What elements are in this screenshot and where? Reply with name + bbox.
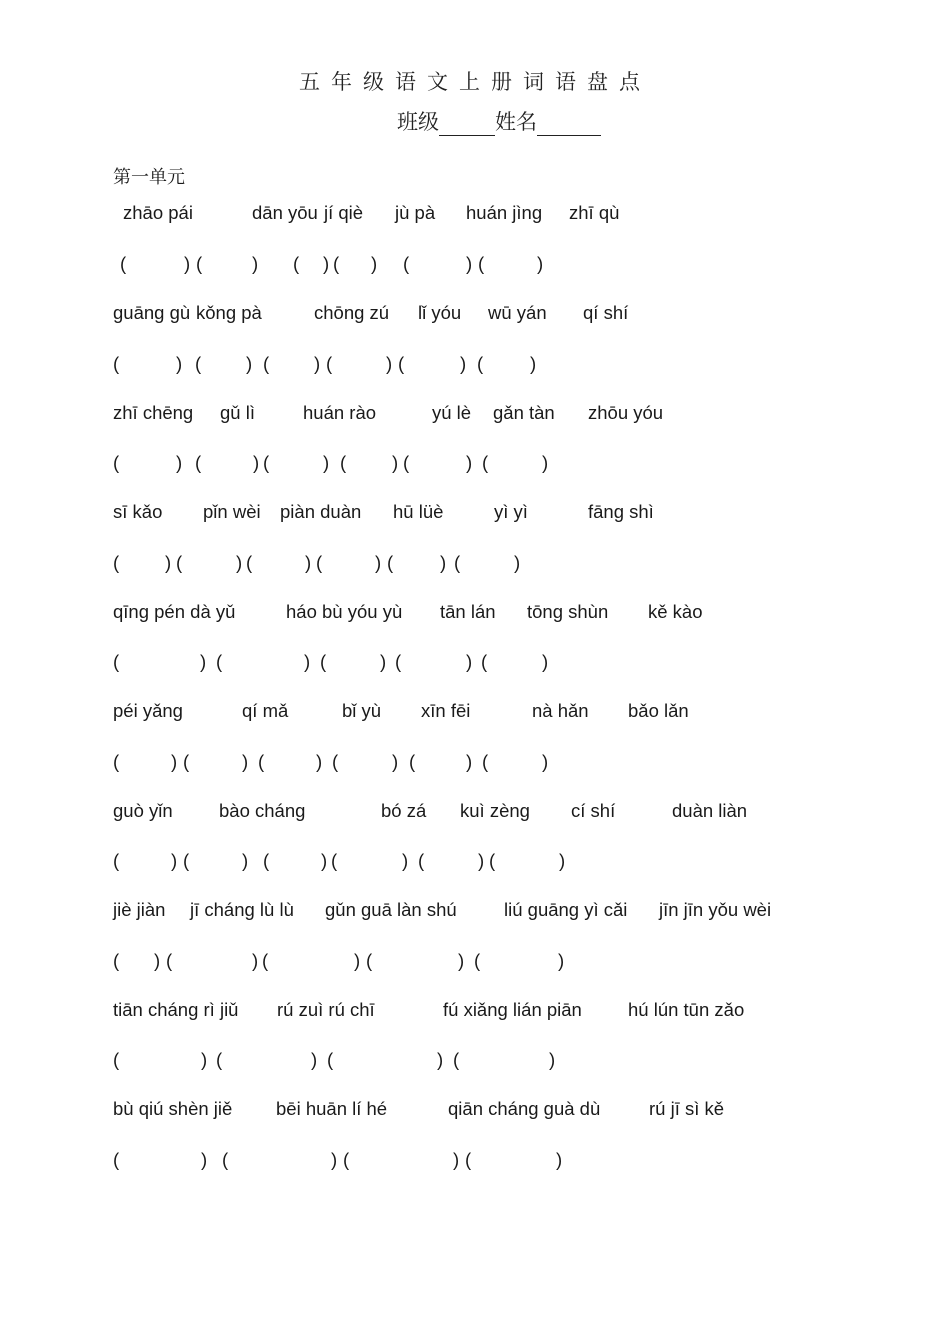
open-paren: ( [195,452,202,473]
answer-blank[interactable] [453,1049,557,1073]
open-paren: ( [333,253,340,274]
close-paren: ) [371,253,378,274]
close-paren: ) [242,751,249,772]
answer-blank[interactable] [316,552,383,576]
close-paren: ) [514,552,521,573]
answer-blank[interactable] [258,751,324,775]
pinyin-word: péi yǎng [113,700,183,721]
close-paren: ) [537,253,544,274]
answer-blank[interactable] [320,651,388,675]
answer-blank[interactable] [113,751,179,775]
pinyin-word: rú jī sì kě [649,1098,725,1119]
close-paren: ) [184,253,191,274]
close-paren: ) [252,253,259,274]
close-paren: ) [392,452,399,473]
open-paren: ( [465,1149,472,1170]
pinyin-word: jù pà [395,202,436,223]
open-paren: ( [366,950,373,971]
pinyin-row [0,302,950,326]
answer-blank[interactable] [366,950,466,974]
pinyin-word: bó zá [381,800,427,821]
pinyin-word: guò yǐn [113,800,173,821]
pinyin-row [0,800,950,824]
answer-blank[interactable] [216,651,312,675]
pinyin-word: qí shí [583,302,629,323]
answer-blank[interactable] [387,552,448,576]
answer-blank[interactable] [113,1049,209,1073]
open-paren: ( [474,950,481,971]
open-paren: ( [398,353,405,374]
answer-blank[interactable] [246,552,313,576]
close-paren: ) [478,850,485,871]
page-title: 五年级语文上册词语盘点 [299,70,651,94]
pinyin-word: tiān cháng rì jiǔ [113,999,239,1020]
pinyin-word: dān yōu [252,202,318,223]
close-paren: ) [252,950,259,971]
open-paren: ( [293,253,300,274]
answer-row [0,1049,950,1073]
answer-blank[interactable] [482,751,550,775]
answer-blank[interactable] [481,651,550,675]
open-paren: ( [489,850,496,871]
pinyin-word: pǐn wèi [203,501,261,522]
class-blank[interactable] [439,113,495,136]
answer-blank[interactable] [120,253,192,277]
close-paren: ) [201,1149,208,1170]
answer-blank[interactable] [176,552,244,576]
close-paren: ) [466,651,473,672]
pinyin-word: cí shí [571,800,616,821]
name-blank[interactable] [537,113,601,136]
open-paren: ( [316,552,323,573]
pinyin-word: kuì zèng [460,800,530,821]
open-paren: ( [176,552,183,573]
close-paren: ) [311,1049,318,1070]
pinyin-word: gǔ lì [220,402,255,423]
answer-blank[interactable] [395,651,474,675]
pinyin-row [0,899,950,923]
answer-blank[interactable] [418,850,486,874]
close-paren: ) [440,552,447,573]
close-paren: ) [354,950,361,971]
pinyin-word: chōng zú [314,302,390,323]
answer-blank[interactable] [331,850,410,874]
open-paren: ( [340,452,347,473]
close-paren: ) [386,353,393,374]
answer-blank[interactable] [113,950,162,974]
open-paren: ( [478,253,485,274]
class-label: 班级 [397,110,439,134]
close-paren: ) [321,850,328,871]
pinyin-word: hū lüè [393,501,444,522]
open-paren: ( [482,751,489,772]
answer-blank[interactable] [340,452,400,476]
answer-blank[interactable] [489,850,567,874]
close-paren: ) [253,452,260,473]
pinyin-word: tān lán [440,601,496,622]
answer-blank[interactable] [113,850,179,874]
pinyin-word: jiè jiàn [113,899,166,920]
open-paren: ( [320,651,327,672]
answer-row [0,253,950,277]
close-paren: ) [437,1049,444,1070]
answer-row [0,452,950,476]
pinyin-row [0,700,950,724]
close-paren: ) [556,1149,563,1170]
close-paren: ) [542,751,549,772]
open-paren: ( [195,353,202,374]
close-paren: ) [466,452,473,473]
open-paren: ( [395,651,402,672]
open-paren: ( [481,651,488,672]
answer-blank[interactable] [195,353,254,377]
open-paren: ( [326,353,333,374]
answer-blank[interactable] [327,1049,445,1073]
open-paren: ( [113,751,120,772]
pinyin-word: xīn fēi [421,700,471,721]
open-paren: ( [343,1149,350,1170]
pinyin-word: rú zuì rú chī [277,999,375,1020]
close-paren: ) [542,651,549,672]
close-paren: ) [466,751,473,772]
open-paren: ( [477,353,484,374]
close-paren: ) [154,950,161,971]
answer-blank[interactable] [293,253,331,277]
close-paren: ) [176,452,183,473]
answer-blank[interactable] [263,353,322,377]
answer-blank[interactable] [326,353,394,377]
answer-blank[interactable] [477,353,538,377]
answer-row [0,1149,950,1173]
pinyin-row [0,202,950,226]
pinyin-word: guāng gù [113,302,191,323]
open-paren: ( [113,850,120,871]
close-paren: ) [392,751,399,772]
answer-blank[interactable] [222,1149,339,1173]
answer-blank[interactable] [113,1149,209,1173]
pinyin-word: lǐ yóu [418,302,462,323]
close-paren: ) [380,651,387,672]
open-paren: ( [403,452,410,473]
answer-blank[interactable] [263,850,329,874]
answer-blank[interactable] [263,452,331,476]
answer-blank[interactable] [482,452,550,476]
answer-blank[interactable] [183,850,250,874]
close-paren: ) [171,751,178,772]
answer-blank[interactable] [262,950,362,974]
open-paren: ( [222,1149,229,1170]
pinyin-row [0,999,950,1023]
answer-blank[interactable] [343,1149,461,1173]
pinyin-word: gǔn guā làn shú [325,899,457,920]
open-paren: ( [113,651,120,672]
pinyin-word: bēi huān lí hé [276,1098,388,1119]
open-paren: ( [120,253,127,274]
pinyin-row [0,501,950,525]
open-paren: ( [113,1049,120,1070]
open-paren: ( [387,552,394,573]
open-paren: ( [262,950,269,971]
answer-blank[interactable] [196,253,260,277]
open-paren: ( [216,1049,223,1070]
open-paren: ( [113,1149,120,1170]
close-paren: ) [453,1149,460,1170]
name-label: 姓名 [495,110,537,134]
pinyin-word: gǎn tàn [493,402,555,423]
answer-blank[interactable] [398,353,468,377]
pinyin-word: kě kào [648,601,703,622]
pinyin-word: fú xiǎng lián piān [443,999,582,1020]
open-paren: ( [263,452,270,473]
pinyin-word: zhī chēng [113,402,194,423]
close-paren: ) [171,850,178,871]
answer-blank[interactable] [113,552,173,576]
close-paren: ) [236,552,243,573]
close-paren: ) [176,353,183,374]
pinyin-word: jí qiè [324,202,364,223]
pinyin-word: qí mǎ [242,700,289,721]
pinyin-word: yú lè [432,402,472,423]
answer-blank[interactable] [474,950,566,974]
open-paren: ( [418,850,425,871]
open-paren: ( [454,552,461,573]
pinyin-word: bù qiú shèn jiě [113,1098,233,1119]
pinyin-word: liú guāng yì cǎi [504,899,628,920]
pinyin-word: háo bù yóu yù [286,601,403,622]
answer-blank[interactable] [403,253,474,277]
open-paren: ( [113,452,120,473]
answer-blank[interactable] [113,353,184,377]
answer-blank[interactable] [403,452,474,476]
open-paren: ( [258,751,265,772]
pinyin-word: fāng shì [588,501,654,522]
open-paren: ( [331,850,338,871]
open-paren: ( [113,552,120,573]
answer-blank[interactable] [195,452,261,476]
unit-heading: 第一单元 [113,167,185,187]
open-paren: ( [113,950,120,971]
answer-blank[interactable] [409,751,474,775]
pinyin-row [0,1098,950,1122]
pinyin-word: piàn duàn [280,501,362,522]
answer-blank[interactable] [216,1049,319,1073]
answer-blank[interactable] [332,751,400,775]
close-paren: ) [466,253,473,274]
open-paren: ( [216,651,223,672]
answer-blank[interactable] [113,651,208,675]
pinyin-word: zhāo pái [123,202,193,223]
close-paren: ) [549,1049,556,1070]
open-paren: ( [263,353,270,374]
class-name-line [397,106,601,136]
close-paren: ) [246,353,253,374]
open-paren: ( [403,253,410,274]
answer-row [0,552,950,576]
open-paren: ( [196,253,203,274]
open-paren: ( [263,850,270,871]
answer-row [0,950,950,974]
close-paren: ) [323,452,330,473]
close-paren: ) [165,552,172,573]
pinyin-word: kǒng pà [196,302,262,323]
open-paren: ( [409,751,416,772]
pinyin-word: tōng shùn [527,601,609,622]
close-paren: ) [458,950,465,971]
close-paren: ) [375,552,382,573]
close-paren: ) [314,353,321,374]
answer-row [0,850,950,874]
close-paren: ) [201,1049,208,1070]
close-paren: ) [305,552,312,573]
pinyin-word: huán rào [303,402,377,423]
answer-row [0,751,950,775]
close-paren: ) [316,751,323,772]
open-paren: ( [327,1049,334,1070]
answer-blank[interactable] [113,452,184,476]
close-paren: ) [304,651,311,672]
open-paren: ( [453,1049,460,1070]
answer-blank[interactable] [454,552,522,576]
close-paren: ) [242,850,249,871]
answer-row [0,353,950,377]
pinyin-row [0,402,950,426]
close-paren: ) [530,353,537,374]
answer-blank[interactable] [183,751,250,775]
close-paren: ) [559,850,566,871]
pinyin-word: huán jìng [466,202,543,223]
close-paren: ) [402,850,409,871]
pinyin-word: zhōu yóu [588,402,664,423]
pinyin-word: bǐ yù [342,700,382,721]
pinyin-word: qīng pén dà yǔ [113,601,236,622]
close-paren: ) [323,253,330,274]
pinyin-word: wū yán [488,302,547,323]
close-paren: ) [542,452,549,473]
close-paren: ) [331,1149,338,1170]
open-paren: ( [183,751,190,772]
open-paren: ( [113,353,120,374]
pinyin-word: sī kǎo [113,501,163,522]
pinyin-row [0,601,950,625]
answer-blank[interactable] [333,253,379,277]
pinyin-word: nà hǎn [532,700,589,721]
open-paren: ( [166,950,173,971]
pinyin-word: bào cháng [219,800,306,821]
close-paren: ) [558,950,565,971]
answer-blank[interactable] [166,950,260,974]
pinyin-word: bǎo lǎn [628,700,689,721]
open-paren: ( [183,850,190,871]
pinyin-word: duàn liàn [672,800,748,821]
answer-row [0,651,950,675]
pinyin-word: jīn jīn yǒu wèi [659,899,772,920]
pinyin-word: hú lún tūn zǎo [628,999,745,1020]
answer-blank[interactable] [478,253,545,277]
pinyin-word: jī cháng lù lù [190,899,294,920]
close-paren: ) [460,353,467,374]
pinyin-word: qiān cháng guà dù [448,1098,601,1119]
open-paren: ( [482,452,489,473]
open-paren: ( [332,751,339,772]
open-paren: ( [246,552,253,573]
answer-blank[interactable] [465,1149,564,1173]
pinyin-word: zhī qù [569,202,620,223]
close-paren: ) [200,651,207,672]
pinyin-word: yì yì [494,501,528,522]
